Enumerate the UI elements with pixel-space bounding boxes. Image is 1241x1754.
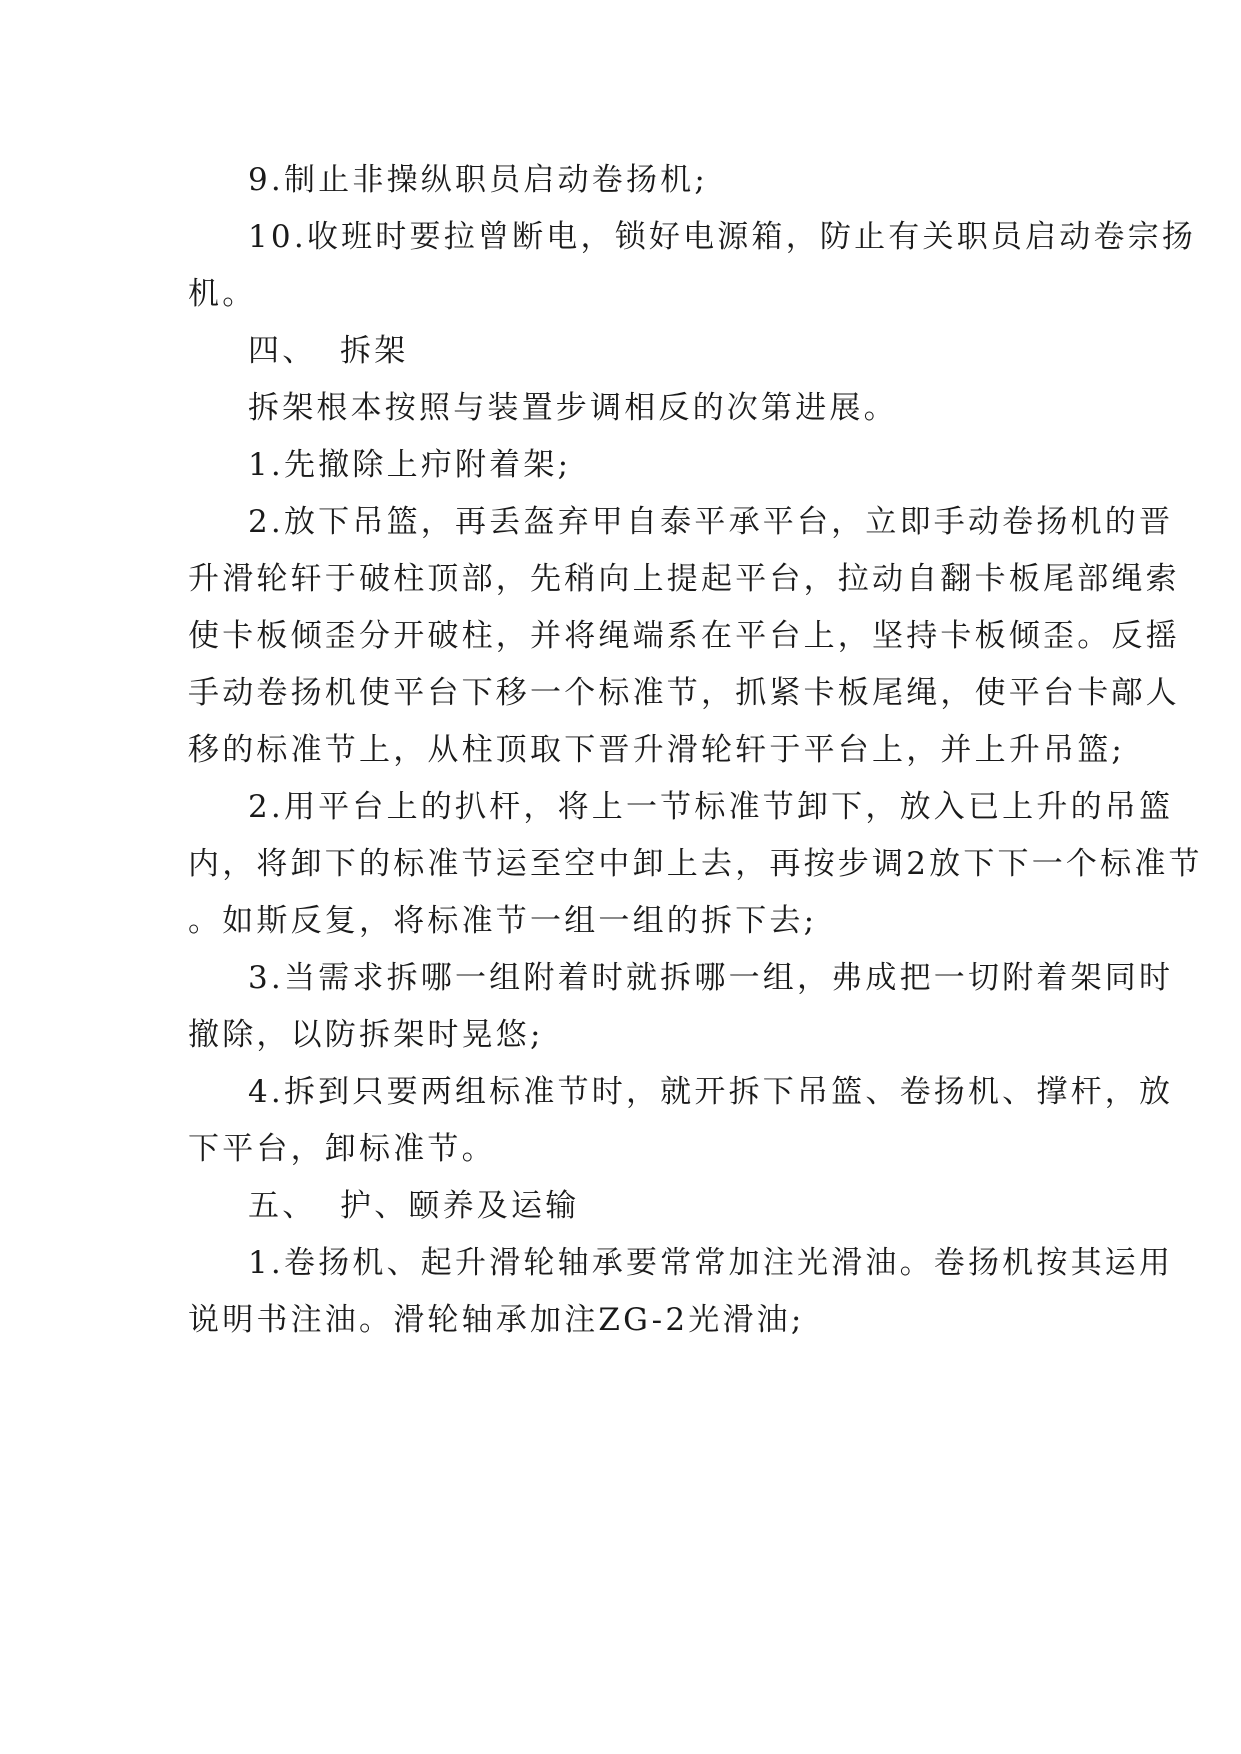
- text-line: 2.用平台上的扒杆，将上一节标准节卸下，放入已上升的吊篮: [248, 789, 1174, 825]
- text-line: 9.制止非操纵职员启动卷扬机;: [248, 162, 709, 198]
- section-number: 五、: [248, 1188, 317, 1224]
- text-line: 使卡板倾歪分开破柱，并将绳端系在平台上，坚持卡板倾歪。反摇: [188, 618, 1180, 654]
- text-line: 10.收班时要拉曾断电，锁好电源箱，防止有关职员启动卷宗扬: [248, 219, 1197, 255]
- text-line: 说明书注油。滑轮轴承加注ZG-2光滑油;: [188, 1302, 805, 1338]
- text-line: 机。: [188, 276, 257, 312]
- text-line: 3.当需求拆哪一组附着时就拆哪一组，弗成把一切附着架同时: [248, 960, 1174, 996]
- section-heading: [248, 1186, 579, 1226]
- text-line: 移的标准节上，从柱顶取下晋升滑轮轩于平台上，并上升吊篮;: [188, 732, 1126, 768]
- text-line: 撤除，以防拆架时晃悠;: [188, 1017, 544, 1053]
- text-line: 1.卷扬机、起升滑轮轴承要常常加注光滑油。卷扬机按其运用: [248, 1245, 1174, 1281]
- text-line: 手动卷扬机使平台下移一个标准节，抓紧卡板尾绳，使平台卡鄗人: [188, 675, 1180, 711]
- section-heading: [248, 331, 408, 371]
- text-line: 下平台，卸标准节。: [188, 1131, 496, 1167]
- text-line: 2.放下吊篮，再丢盔弃甲自泰平承平台，立即手动卷扬机的晋: [248, 504, 1174, 540]
- text-line: 1.先撤除上疖附着架;: [248, 447, 572, 483]
- text-line: 升滑轮轩于破柱顶部，先稍向上提起平台，拉动自翻卡板尾部绳索: [188, 561, 1180, 597]
- section-number: 四、: [248, 333, 317, 369]
- section-title: 拆架: [340, 333, 409, 369]
- text-line: 4.拆到只要两组标准节时，就开拆下吊篮、卷扬机、撑杆，放: [248, 1074, 1174, 1110]
- text-line: 内，将卸下的标准节运至空中卸上去，再按步调2放下下一个标准节: [188, 846, 1203, 882]
- section-title: 护、颐养及运输: [340, 1188, 580, 1224]
- text-line: 拆架根本按照与装置步调相反的次第进展。: [248, 390, 898, 426]
- text-line: 。如斯反复，将标准节一组一组的拆下去;: [188, 903, 818, 939]
